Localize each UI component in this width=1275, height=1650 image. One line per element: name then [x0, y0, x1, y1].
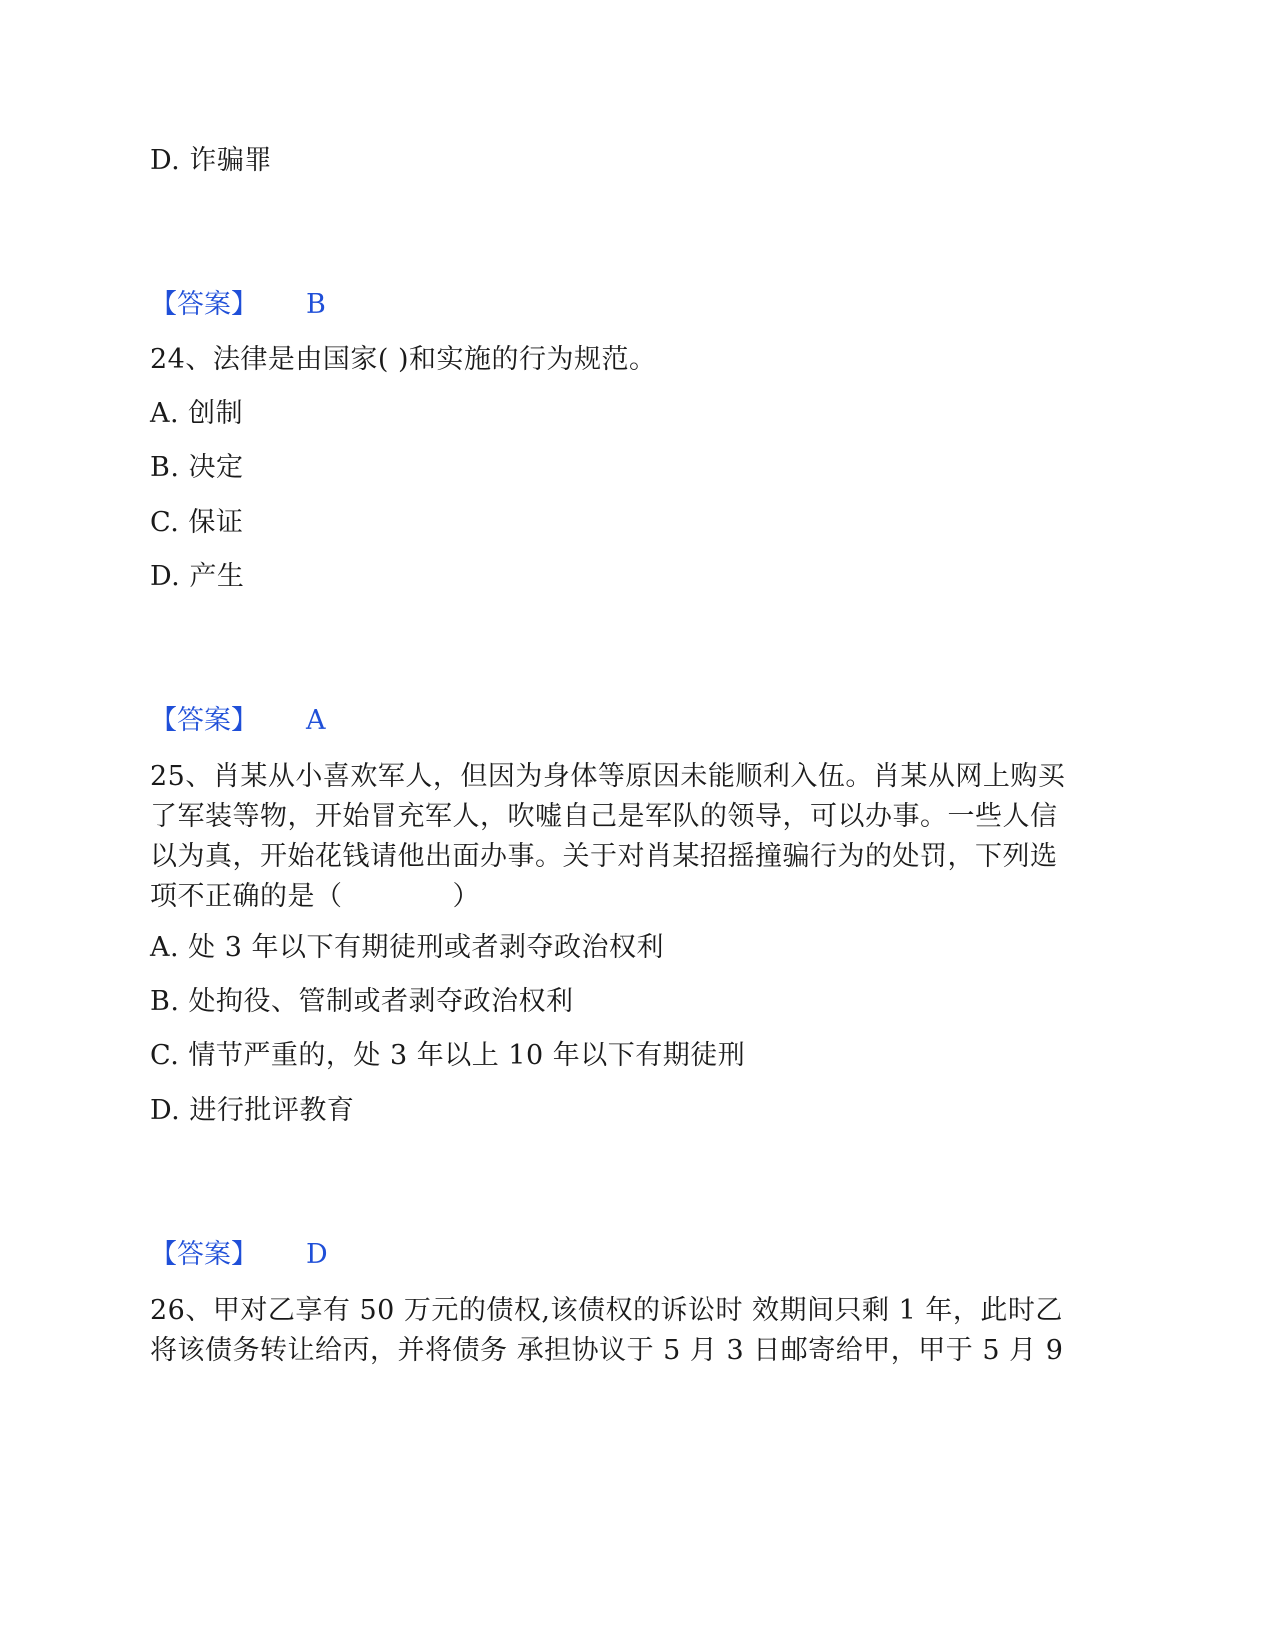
- q25-option-d: D. 进行批评教育: [150, 1095, 355, 1126]
- q24-option-d: D. 产生: [150, 561, 245, 592]
- q25-option-c: C. 情节严重的，处 3 年以上 10 年以下有期徒刑: [150, 1040, 746, 1071]
- q25-option-b: B. 处拘役、管制或者剥夺政治权利: [150, 986, 574, 1017]
- q25-stem-line: 以为真，开始花钱请他出面办事。关于对肖某招摇撞骗行为的处罚，下列选: [150, 841, 1058, 872]
- q25-answer: [150, 1236, 328, 1274]
- q23-answer: [150, 286, 326, 324]
- q26-stem: [150, 1291, 1110, 1371]
- q25-stem-line: 项不正确的是（ ）: [150, 881, 480, 912]
- q23-option-d: D. 诈骗罪: [150, 145, 272, 176]
- answer-tag: 【答案】: [150, 289, 258, 320]
- q24-answer: [150, 702, 326, 740]
- q24-option-a: A. 创制: [150, 398, 244, 429]
- q25-stem-line: 25、肖某从小喜欢军人，但因为身体等原因未能顺利入伍。肖某从网上购买: [150, 761, 1066, 792]
- q24-option-c: C. 保证: [150, 507, 244, 538]
- q25-stem-line: 了军装等物，开始冒充军人，吹嘘自己是军队的领导，可以办事。一些人信: [150, 801, 1058, 832]
- answer-value: B: [306, 289, 326, 320]
- q25-stem: [150, 757, 1110, 917]
- answer-value: A: [306, 705, 326, 736]
- answer-tag: 【答案】: [150, 705, 258, 736]
- q25-option-a: A. 处 3 年以下有期徒刑或者剥夺政治权利: [150, 932, 665, 963]
- q24-stem: 24、法律是由国家( )和实施的行为规范。: [150, 344, 657, 375]
- answer-value: D: [306, 1239, 328, 1270]
- answer-tag: 【答案】: [150, 1239, 258, 1270]
- q24-option-b: B. 决定: [150, 452, 244, 483]
- q26-stem-line: 将该债务转让给丙，并将债务 承担协议于 5 月 3 日邮寄给甲，甲于 5 月 9: [150, 1335, 1064, 1366]
- q26-stem-line: 26、甲对乙享有 50 万元的债权,该债权的诉讼时 效期间只剩 1 年，此时乙: [150, 1295, 1063, 1326]
